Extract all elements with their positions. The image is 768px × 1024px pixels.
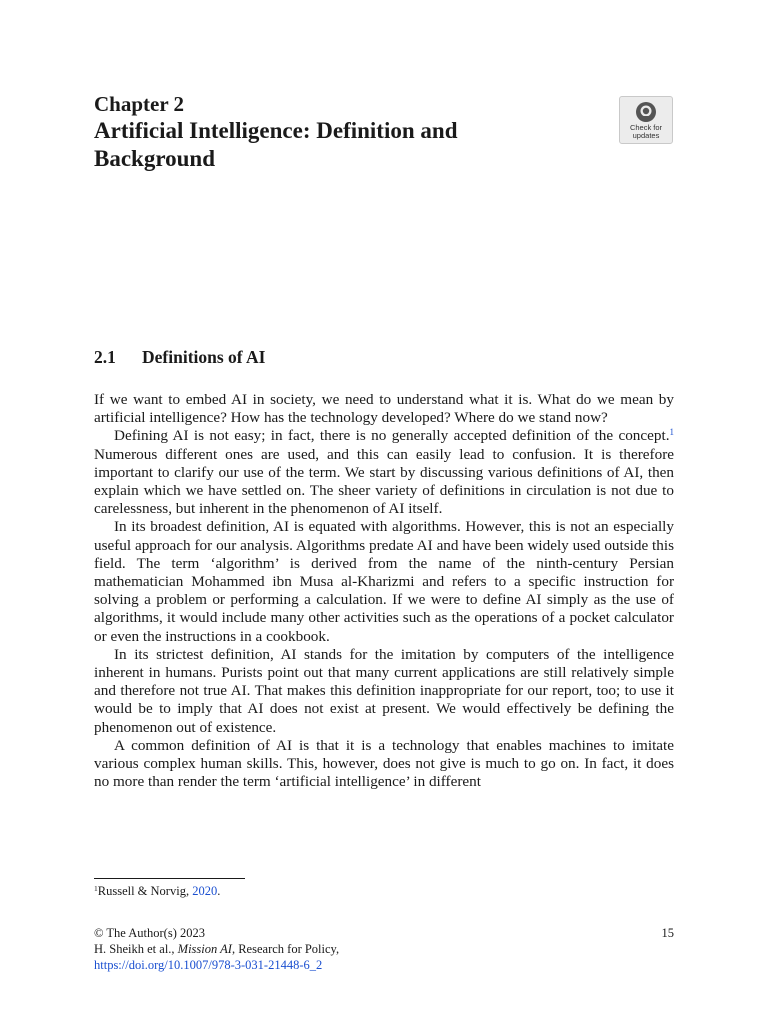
crossmark-icon <box>634 100 658 124</box>
doi-link[interactable]: https://doi.org/10.1007/978-3-031-21448-6_2 <box>94 958 323 972</box>
copyright-line: © The Author(s) 2023 <box>94 926 205 940</box>
paragraph-2 <box>94 427 674 518</box>
check-for-updates-badge[interactable] <box>619 96 673 144</box>
footnote-citation-link[interactable]: 2020 <box>192 884 218 898</box>
footnote-divider <box>94 878 245 879</box>
paragraph-2-rest: Numerous different ones are used, and this can easily lead to confusion. It is therefore important to clarify our use of the term. We start by discussing various definitions of AI, then explain which we have settled on. The sheer variety of definitions in circulation is not due to carelessness, but inherent in the phenomenon of AI itself. <box>94 445 674 518</box>
chapter-label: Chapter 2 <box>94 92 185 116</box>
book-series: , Research for Policy, <box>231 942 340 956</box>
paragraph-2-start: Defining AI is not easy; in fact, there is no generally accepted definition of the concept. <box>114 427 670 445</box>
book-title: Mission AI <box>177 942 232 956</box>
footnote-reference-1[interactable]: 1 <box>669 427 674 438</box>
page-footer <box>94 925 674 973</box>
paragraph-5: A common definition of AI is that it is a technology that enables machines to imitate various complex human skills. This, however, does not give is much to go on. In fact, it does no more than render the term ‘artificial intelligence’ in different <box>94 736 674 791</box>
paragraph-1: If we want to embed AI in society, we need to understand what it is. What do we mean by artificial intelligence? How has the technology developed? Where do we stand now? <box>94 391 674 427</box>
chapter-title: Artificial Intelligence: Definition and Background <box>94 118 458 171</box>
page-number: 15 <box>661 926 674 940</box>
section-title: Definitions of AI <box>142 347 266 367</box>
citation-line <box>94 941 674 957</box>
citation-authors: H. Sheikh et al., <box>94 942 178 956</box>
section-heading <box>94 346 265 368</box>
footnote-text: Russell & Norvig, <box>97 884 193 898</box>
footnote-1 <box>94 883 220 899</box>
section-number: 2.1 <box>94 347 116 367</box>
footnote-end: . <box>217 884 221 898</box>
badge-line-1: Check for <box>629 123 663 132</box>
paragraph-3: In its broadest definition, AI is equated with algorithms. However, this is not an especially useful approach for our analysis. Algorithms predate AI and have been widely used outside this field. The term ‘algorithm’ is derived from the name of the ninth-century Persian mathematician Mohammed ibn Musa al-Kharizmi and refers to a specific instruction for solving a problem or performing a calculation. If we were to define AI simply as the use of algorithms, it would include many other activities such as the operations of a pocket calculator or even the instructions in a cookbook. <box>94 518 674 645</box>
footnote-marker: 1 <box>94 884 98 893</box>
paragraph-4: In its strictest definition, AI stands for the imitation by computers of the intelligence inherent in humans. Purists point out that many current applications are still relatively simple and therefore not true AI. That makes this definition inappropriate for our report, too; to use it would be to imply that AI does not exist at present. We would effectively be defining the phenomenon out of existence. <box>94 645 674 736</box>
body-text <box>94 391 674 791</box>
badge-line-2: updates <box>632 131 660 140</box>
